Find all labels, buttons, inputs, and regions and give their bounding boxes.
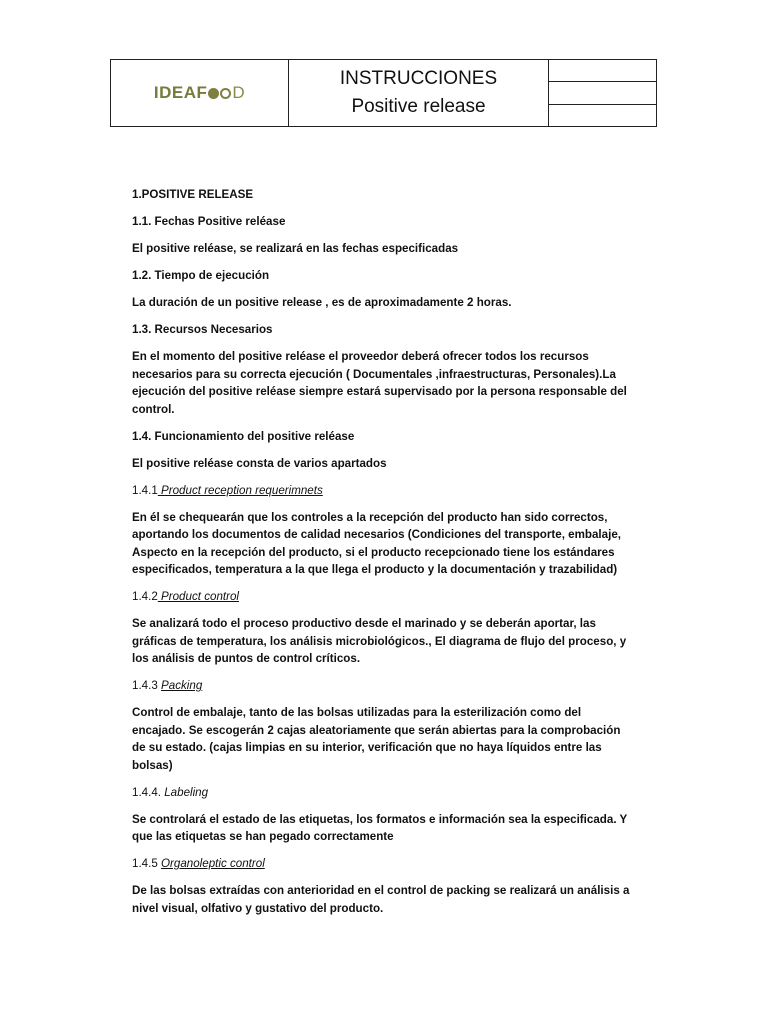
paragraph-line: los análisis de puntos de control críticos. [132,652,361,665]
paragraph: La duración de un positive release , es de aproximadamente 2 horas. [132,296,512,309]
blank-cell [549,60,656,82]
paragraph-line: necesarios para su correcta ejecución ( Documentales ,infraestructuras, Personales).La [132,367,616,381]
paragraph-line: bolsas) [132,758,173,772]
subsection-heading: 1.4.5 Organoleptic control [132,857,265,870]
subsection-heading: 1.4.2 Product control [132,590,239,603]
title-cell [289,60,549,126]
paragraph-line: En él se chequearán que los controles a la recepción del producto han sido correctos, [132,510,608,524]
logo-cell [111,60,289,126]
paragraph-line: Control de embalaje, tanto de las bolsas utilizadas para la esterilización como del [132,706,582,719]
blank-cell [549,82,656,104]
section-heading: 1.4. Funcionamiento del positive reléase [132,429,355,443]
paragraph-line: gráficas de temperatura, los análisis microbiológicos., El diagrama de flujo del proceso, y [132,634,627,648]
paragraph [132,509,652,579]
paragraph-line: nivel visual, olfativo y gustativo del producto. [132,901,384,915]
paragraph [132,348,652,418]
document-body [132,186,652,917]
paragraph-line: ejecución del positive reléase siempre estará supervisado por la persona responsable del [132,385,627,398]
blank-cell [549,105,656,126]
paragraph-line: De las bolsas extraídas con anterioridad en el control de packing se realizará un análisis a [132,884,630,897]
paragraph [132,811,652,846]
paragraph-line: En el momento del positive reléase el proveedor deberá ofrecer todos los recursos [132,350,589,363]
section-heading: 1.2. Tiempo de ejecución [132,269,270,282]
ideafood-logo: IDEAF D [153,83,246,102]
paragraph-line: Aspecto en la recepción del producto, si el producto recepcionado tiene los estándares [132,545,615,559]
paragraph-line: especificados, temperatura a la que llega el producto y la documentación y trazabilidad) [132,563,618,576]
document-title: INSTRUCCIONES [339,68,498,89]
paragraph-line: control. [132,402,175,416]
paragraph-line: encajado. Se escogerán 2 cajas aleatoriamente que serán abiertas para la comprobación [132,723,621,737]
paragraph [132,882,652,917]
document-header-table [110,59,657,127]
paragraph-line: Se analizará todo el proceso productivo desde el marinado y se deberán aportar, las [132,617,596,630]
paragraph [132,704,652,774]
paragraph [132,615,652,668]
section-heading: 1.POSITIVE RELEASE [132,188,254,201]
subsection-heading: 1.4.3 Packing [132,679,203,692]
document-subtitle: Positive release [351,96,486,117]
header-blank-cells [549,60,656,126]
paragraph: El positive reléase, se realizará en las fechas especificadas [132,242,459,255]
paragraph-line: que las etiquetas se han pegado correctamente [132,830,394,843]
logo-circles-icon [208,88,231,99]
paragraph-line: aportando los documentos de calidad necesarios (Condiciones del transporte, embalaje, [132,528,621,541]
subsection-heading: 1.4.4. Labeling [132,785,209,799]
paragraph: El positive reléase consta de varios apartados [132,456,387,470]
section-heading: 1.1. Fechas Positive reléase [132,215,286,228]
section-heading: 1.3. Recursos Necesarios [132,323,273,336]
subsection-heading: 1.4.1 Product reception requerimnets [132,483,323,497]
paragraph-line: Se controlará el estado de las etiquetas, los formatos e información sea la especificada. Y [132,812,628,826]
paragraph-line: de su estado. (cajas limpias en su interior, verificación que no haya líquidos entre las [132,741,602,754]
